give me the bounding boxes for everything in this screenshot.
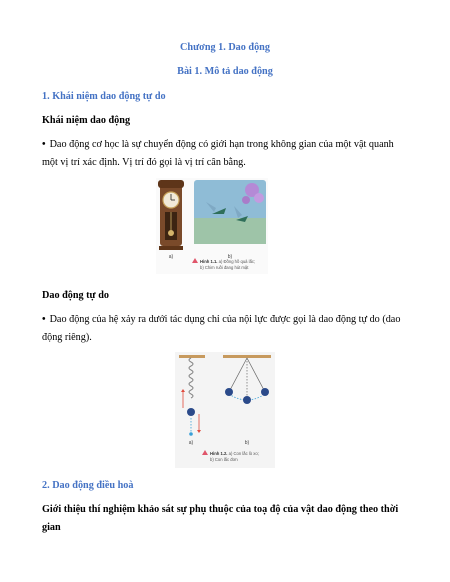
- caption-triangle-icon: [202, 450, 208, 455]
- paragraph-line: một vị trí xác định. Vị trí đó gọi là vị trí cân bằng.: [42, 157, 246, 168]
- figure1-label-b: b): [227, 254, 233, 260]
- figure2-caption: [210, 451, 259, 457]
- figure1-caption-line2: b) Chim ruồi đang hút mật: [200, 265, 249, 270]
- experiment-subheading-line: Giới thiệu thí nghiệm khảo sát sự phụ thuộc của toạ độ của vật dao động theo thời: [42, 504, 399, 515]
- paragraph-line: động riêng).: [42, 332, 92, 343]
- free-oscillation-subheading: Dao động tự do: [42, 290, 109, 301]
- figure-pendulums: [175, 352, 275, 468]
- figure1-caption-num: Hình 1.1.: [200, 259, 218, 264]
- figure1-caption: [200, 259, 255, 265]
- figure1-label-a: a): [168, 254, 174, 260]
- concept-subheading: Khái niệm dao động: [42, 115, 131, 126]
- bullet-paragraph-line: • Dao động cơ học là sự chuyển động có giới hạn trong không gian của một vật quanh: [42, 135, 408, 154]
- chapter-title: Chương 1. Dao động: [180, 42, 270, 53]
- lesson-title: Bài 1. Mô tả dao động: [177, 66, 273, 77]
- section1-heading: 1. Khái niệm dao động tự do: [42, 91, 166, 102]
- figure2-label-a: a): [188, 440, 194, 446]
- figure2-caption-line2: b) Con lắc đơn: [210, 457, 238, 462]
- figure-clock-hummingbird: [156, 178, 268, 274]
- figure2-label-b: b): [244, 440, 250, 446]
- figure1-caption-line1: a) Đồng hồ quả lắc;: [218, 259, 256, 264]
- bullet-paragraph-line: • Dao động của hệ xảy ra dưới tác dụng chỉ của nội lực được gọi là dao động tự do (dao: [42, 310, 408, 329]
- experiment-subheading-line: gian: [42, 522, 61, 533]
- figure2-caption-line1: a) Con lắc lò xo;: [228, 451, 259, 456]
- caption-triangle-icon: [192, 258, 198, 263]
- section2-heading: 2. Dao động điều hoà: [42, 480, 134, 491]
- figure2-caption-num: Hình 1.2.: [210, 451, 228, 456]
